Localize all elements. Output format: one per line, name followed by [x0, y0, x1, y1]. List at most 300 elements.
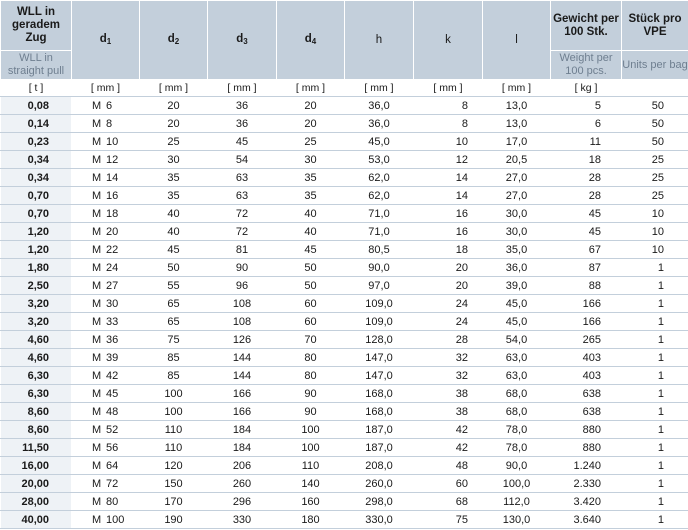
table-row	[1, 115, 688, 133]
unit-cell: [ mm ]	[140, 80, 208, 97]
cell-d1	[72, 187, 140, 205]
cell-l: 100,0	[483, 475, 551, 493]
cell-d3: 330	[208, 511, 277, 529]
cell-d4: 40	[277, 205, 345, 223]
cell-wll: 20,00	[1, 475, 72, 493]
cell-d1-prefix: M	[92, 513, 102, 526]
cell-h: 90,0	[345, 259, 414, 277]
cell-d1-prefix: M	[92, 279, 102, 292]
cell-d4: 160	[277, 493, 345, 511]
header-d4-sub: 4	[311, 36, 317, 46]
cell-d3: 72	[208, 223, 277, 241]
cell-d2: 100	[140, 385, 208, 403]
cell-l: 45,0	[483, 295, 551, 313]
cell-d3: 81	[208, 241, 277, 259]
cell-weight: 3.640	[551, 511, 622, 529]
cell-d1-value: 30	[106, 297, 119, 310]
cell-weight: 28	[551, 187, 622, 205]
cell-wll: 6,30	[1, 385, 72, 403]
cell-d1	[72, 133, 140, 151]
cell-wll: 0,34	[1, 151, 72, 169]
cell-d4: 50	[277, 277, 345, 295]
cell-d4: 90	[277, 385, 345, 403]
cell-d4: 90	[277, 403, 345, 421]
cell-k: 16	[414, 223, 483, 241]
cell-weight: 265	[551, 331, 622, 349]
cell-d4: 100	[277, 421, 345, 439]
cell-d4: 35	[277, 169, 345, 187]
header-weight-de: Gewicht per 100 Stk.	[551, 1, 622, 51]
cell-d1	[72, 151, 140, 169]
cell-k: 48	[414, 457, 483, 475]
cell-l: 130,0	[483, 511, 551, 529]
cell-vpe: 10	[622, 205, 688, 223]
cell-l: 63,0	[483, 349, 551, 367]
table-row	[1, 151, 688, 169]
cell-d3: 96	[208, 277, 277, 295]
cell-weight: 403	[551, 367, 622, 385]
cell-k: 16	[414, 205, 483, 223]
cell-k: 10	[414, 133, 483, 151]
unit-cell: [ kg ]	[551, 80, 622, 97]
cell-k: 24	[414, 295, 483, 313]
cell-k: 60	[414, 475, 483, 493]
cell-wll: 1,20	[1, 223, 72, 241]
cell-d1-value: 6	[106, 99, 113, 112]
cell-k: 32	[414, 367, 483, 385]
header-d3-label: d	[236, 32, 244, 45]
header-k: k	[414, 1, 483, 80]
cell-k: 8	[414, 97, 483, 115]
cell-d2: 65	[140, 313, 208, 331]
cell-d1	[72, 511, 140, 529]
cell-d1-prefix: M	[92, 495, 102, 508]
cell-h: 36,0	[345, 97, 414, 115]
header-d4	[277, 1, 345, 80]
cell-d1	[72, 403, 140, 421]
cell-k: 14	[414, 187, 483, 205]
unit-cell: [ mm ]	[345, 80, 414, 97]
table-row	[1, 133, 688, 151]
cell-d1	[72, 331, 140, 349]
cell-d1	[72, 475, 140, 493]
cell-d1-value: 20	[106, 225, 119, 238]
cell-d1-value: 18	[106, 207, 119, 220]
cell-l: 68,0	[483, 385, 551, 403]
cell-d2: 110	[140, 421, 208, 439]
cell-d1-value: 45	[106, 387, 119, 400]
cell-d1	[72, 115, 140, 133]
cell-d1	[72, 367, 140, 385]
table-row	[1, 349, 688, 367]
cell-weight: 880	[551, 439, 622, 457]
header-h: h	[345, 1, 414, 80]
cell-d1-value: 36	[106, 333, 119, 346]
cell-h: 330,0	[345, 511, 414, 529]
table-row	[1, 367, 688, 385]
cell-wll: 1,20	[1, 241, 72, 259]
cell-weight: 166	[551, 313, 622, 331]
cell-d2: 30	[140, 151, 208, 169]
cell-d1-value: 12	[106, 153, 119, 166]
cell-d4: 60	[277, 295, 345, 313]
cell-k: 75	[414, 511, 483, 529]
cell-weight: 638	[551, 403, 622, 421]
table-row	[1, 187, 688, 205]
header-d2	[140, 1, 208, 80]
cell-d1-prefix: M	[92, 243, 102, 256]
cell-d3: 36	[208, 115, 277, 133]
cell-d3: 144	[208, 367, 277, 385]
cell-d2: 75	[140, 331, 208, 349]
cell-vpe: 1	[622, 367, 688, 385]
cell-vpe: 1	[622, 313, 688, 331]
cell-d2: 120	[140, 457, 208, 475]
cell-wll: 28,00	[1, 493, 72, 511]
cell-d1-value: 100	[106, 513, 125, 526]
cell-d4: 80	[277, 367, 345, 385]
cell-d2: 20	[140, 115, 208, 133]
table-row	[1, 439, 688, 457]
cell-l: 30,0	[483, 223, 551, 241]
cell-l: 63,0	[483, 367, 551, 385]
cell-h: 187,0	[345, 439, 414, 457]
cell-l: 78,0	[483, 439, 551, 457]
cell-vpe: 1	[622, 403, 688, 421]
cell-d1-value: 24	[106, 261, 119, 274]
cell-weight: 88	[551, 277, 622, 295]
cell-d2: 65	[140, 295, 208, 313]
table-row	[1, 475, 688, 493]
cell-d3: 166	[208, 403, 277, 421]
cell-weight: 3.420	[551, 493, 622, 511]
cell-d1-value: 14	[106, 171, 119, 184]
cell-d1-value: 56	[106, 441, 119, 454]
cell-d4: 110	[277, 457, 345, 475]
cell-k: 42	[414, 439, 483, 457]
cell-d1	[72, 223, 140, 241]
cell-vpe: 25	[622, 187, 688, 205]
cell-l: 27,0	[483, 169, 551, 187]
cell-d4: 40	[277, 223, 345, 241]
cell-wll: 0,08	[1, 97, 72, 115]
cell-vpe: 1	[622, 493, 688, 511]
cell-wll: 4,60	[1, 349, 72, 367]
cell-l: 39,0	[483, 277, 551, 295]
cell-k: 32	[414, 349, 483, 367]
table-row	[1, 259, 688, 277]
cell-d1-value: 22	[106, 243, 119, 256]
cell-weight: 18	[551, 151, 622, 169]
cell-d1	[72, 169, 140, 187]
cell-vpe: 50	[622, 115, 688, 133]
cell-k: 42	[414, 421, 483, 439]
cell-wll: 8,60	[1, 403, 72, 421]
cell-l: 30,0	[483, 205, 551, 223]
header-l: l	[483, 1, 551, 80]
cell-d1-value: 10	[106, 135, 119, 148]
cell-vpe: 50	[622, 97, 688, 115]
cell-vpe: 1	[622, 259, 688, 277]
cell-d4: 25	[277, 133, 345, 151]
cell-vpe: 1	[622, 277, 688, 295]
header-d3-sub: 3	[243, 36, 248, 46]
cell-d4: 80	[277, 349, 345, 367]
table-row	[1, 97, 688, 115]
cell-d1-value: 16	[106, 189, 119, 202]
cell-h: 53,0	[345, 151, 414, 169]
cell-d1-prefix: M	[92, 333, 102, 346]
cell-vpe: 25	[622, 169, 688, 187]
cell-d1-prefix: M	[92, 153, 102, 166]
header-d4-label: d	[304, 32, 312, 45]
cell-h: 109,0	[345, 295, 414, 313]
units-row	[1, 80, 688, 97]
cell-wll: 0,14	[1, 115, 72, 133]
cell-d2: 20	[140, 97, 208, 115]
cell-d1-prefix: M	[92, 189, 102, 202]
header-wll-en: WLL in straight pull	[1, 51, 72, 80]
cell-weight: 11	[551, 133, 622, 151]
cell-vpe: 1	[622, 475, 688, 493]
cell-h: 97,0	[345, 277, 414, 295]
cell-h: 168,0	[345, 403, 414, 421]
cell-l: 20,5	[483, 151, 551, 169]
cell-d4: 35	[277, 187, 345, 205]
cell-d3: 90	[208, 259, 277, 277]
cell-l: 90,0	[483, 457, 551, 475]
cell-d1-value: 39	[106, 351, 119, 364]
table-row	[1, 223, 688, 241]
cell-k: 8	[414, 115, 483, 133]
cell-l: 17,0	[483, 133, 551, 151]
cell-d1-value: 64	[106, 459, 119, 472]
table-row	[1, 493, 688, 511]
cell-wll: 3,20	[1, 313, 72, 331]
cell-d1-prefix: M	[92, 225, 102, 238]
cell-weight: 45	[551, 223, 622, 241]
table-row	[1, 457, 688, 475]
header-d3	[208, 1, 277, 80]
cell-wll: 1,80	[1, 259, 72, 277]
header-d1-label: d	[99, 32, 107, 45]
cell-vpe: 1	[622, 457, 688, 475]
header-d2-sub: 2	[174, 36, 180, 46]
cell-d1-prefix: M	[92, 405, 102, 418]
cell-vpe: 1	[622, 421, 688, 439]
cell-h: 147,0	[345, 349, 414, 367]
cell-d3: 63	[208, 187, 277, 205]
header-d1	[72, 1, 140, 80]
cell-l: 54,0	[483, 331, 551, 349]
cell-vpe: 1	[622, 439, 688, 457]
cell-d2: 35	[140, 187, 208, 205]
cell-d1	[72, 439, 140, 457]
header-vpe-de: Stück pro VPE	[622, 1, 688, 51]
cell-d3: 296	[208, 493, 277, 511]
cell-d1	[72, 97, 140, 115]
cell-d1	[72, 295, 140, 313]
cell-k: 20	[414, 277, 483, 295]
cell-weight: 166	[551, 295, 622, 313]
cell-vpe: 10	[622, 223, 688, 241]
cell-d4: 60	[277, 313, 345, 331]
table-row	[1, 511, 688, 529]
cell-d2: 100	[140, 403, 208, 421]
cell-k: 14	[414, 169, 483, 187]
cell-d2: 55	[140, 277, 208, 295]
cell-weight: 67	[551, 241, 622, 259]
cell-l: 35,0	[483, 241, 551, 259]
cell-h: 71,0	[345, 223, 414, 241]
cell-d3: 72	[208, 205, 277, 223]
cell-h: 260,0	[345, 475, 414, 493]
cell-d1-value: 80	[106, 495, 119, 508]
unit-cell: [ mm ]	[414, 80, 483, 97]
cell-l: 13,0	[483, 97, 551, 115]
cell-l: 78,0	[483, 421, 551, 439]
cell-weight: 45	[551, 205, 622, 223]
cell-vpe: 1	[622, 295, 688, 313]
cell-vpe: 1	[622, 349, 688, 367]
cell-d1	[72, 205, 140, 223]
table-row	[1, 313, 688, 331]
cell-weight: 6	[551, 115, 622, 133]
table-row	[1, 277, 688, 295]
cell-weight: 2.330	[551, 475, 622, 493]
cell-d4: 20	[277, 115, 345, 133]
cell-h: 187,0	[345, 421, 414, 439]
cell-d2: 190	[140, 511, 208, 529]
unit-cell: [ mm ]	[72, 80, 140, 97]
table-header	[1, 1, 688, 80]
cell-weight: 87	[551, 259, 622, 277]
cell-weight: 403	[551, 349, 622, 367]
cell-d3: 144	[208, 349, 277, 367]
unit-cell	[622, 80, 688, 97]
cell-d2: 170	[140, 493, 208, 511]
cell-d2: 25	[140, 133, 208, 151]
cell-d1-value: 48	[106, 405, 119, 418]
cell-d1-value: 72	[106, 477, 119, 490]
cell-h: 80,5	[345, 241, 414, 259]
cell-d1-prefix: M	[92, 369, 102, 382]
cell-l: 36,0	[483, 259, 551, 277]
cell-k: 20	[414, 259, 483, 277]
cell-k: 38	[414, 403, 483, 421]
cell-wll: 0,34	[1, 169, 72, 187]
cell-k: 24	[414, 313, 483, 331]
cell-d3: 126	[208, 331, 277, 349]
cell-l: 68,0	[483, 403, 551, 421]
table-row	[1, 421, 688, 439]
cell-d1-value: 8	[106, 117, 113, 130]
cell-d3: 184	[208, 421, 277, 439]
cell-d3: 166	[208, 385, 277, 403]
cell-h: 62,0	[345, 187, 414, 205]
cell-wll: 16,00	[1, 457, 72, 475]
table-row	[1, 385, 688, 403]
cell-d4: 20	[277, 97, 345, 115]
cell-d2: 110	[140, 439, 208, 457]
cell-d1-value: 42	[106, 369, 119, 382]
cell-d1	[72, 493, 140, 511]
header-d1-sub: 1	[106, 36, 112, 46]
cell-d1-prefix: M	[92, 135, 102, 148]
cell-d4: 180	[277, 511, 345, 529]
cell-k: 12	[414, 151, 483, 169]
cell-d3: 108	[208, 295, 277, 313]
table-row	[1, 331, 688, 349]
cell-d1-prefix: M	[92, 351, 102, 364]
cell-wll: 2,50	[1, 277, 72, 295]
cell-d3: 108	[208, 313, 277, 331]
cell-d4: 140	[277, 475, 345, 493]
cell-vpe: 1	[622, 385, 688, 403]
cell-d1-prefix: M	[92, 477, 102, 490]
cell-d1-prefix: M	[92, 207, 102, 220]
cell-d3: 206	[208, 457, 277, 475]
table-body	[1, 97, 688, 529]
cell-d1	[72, 313, 140, 331]
cell-k: 28	[414, 331, 483, 349]
cell-wll: 4,60	[1, 331, 72, 349]
cell-weight: 28	[551, 169, 622, 187]
cell-d1-value: 27	[106, 279, 119, 292]
cell-d1	[72, 349, 140, 367]
cell-d1-prefix: M	[92, 171, 102, 184]
cell-l: 13,0	[483, 115, 551, 133]
cell-h: 128,0	[345, 331, 414, 349]
cell-h: 298,0	[345, 493, 414, 511]
cell-wll: 11,50	[1, 439, 72, 457]
cell-l: 112,0	[483, 493, 551, 511]
cell-wll: 0,23	[1, 133, 72, 151]
cell-d2: 35	[140, 169, 208, 187]
table-row	[1, 403, 688, 421]
cell-d1-prefix: M	[92, 99, 102, 112]
cell-wll: 0,70	[1, 205, 72, 223]
cell-d1-prefix: M	[92, 261, 102, 274]
cell-l: 27,0	[483, 187, 551, 205]
cell-d2: 85	[140, 367, 208, 385]
cell-h: 147,0	[345, 367, 414, 385]
cell-wll: 0,70	[1, 187, 72, 205]
cell-d2: 40	[140, 223, 208, 241]
cell-d2: 50	[140, 259, 208, 277]
header-wll-de: WLL in geradem Zug	[1, 1, 72, 51]
cell-d1	[72, 241, 140, 259]
cell-l: 45,0	[483, 313, 551, 331]
cell-d3: 36	[208, 97, 277, 115]
cell-wll: 6,30	[1, 367, 72, 385]
table-row	[1, 295, 688, 313]
cell-d1	[72, 457, 140, 475]
cell-h: 208,0	[345, 457, 414, 475]
cell-h: 71,0	[345, 205, 414, 223]
cell-d1-prefix: M	[92, 117, 102, 130]
cell-h: 109,0	[345, 313, 414, 331]
cell-d4: 45	[277, 241, 345, 259]
table-row	[1, 241, 688, 259]
cell-d1-prefix: M	[92, 441, 102, 454]
cell-weight: 638	[551, 385, 622, 403]
cell-h: 168,0	[345, 385, 414, 403]
cell-d3: 184	[208, 439, 277, 457]
unit-cell: [ t ]	[1, 80, 72, 97]
cell-weight: 880	[551, 421, 622, 439]
cell-d2: 150	[140, 475, 208, 493]
